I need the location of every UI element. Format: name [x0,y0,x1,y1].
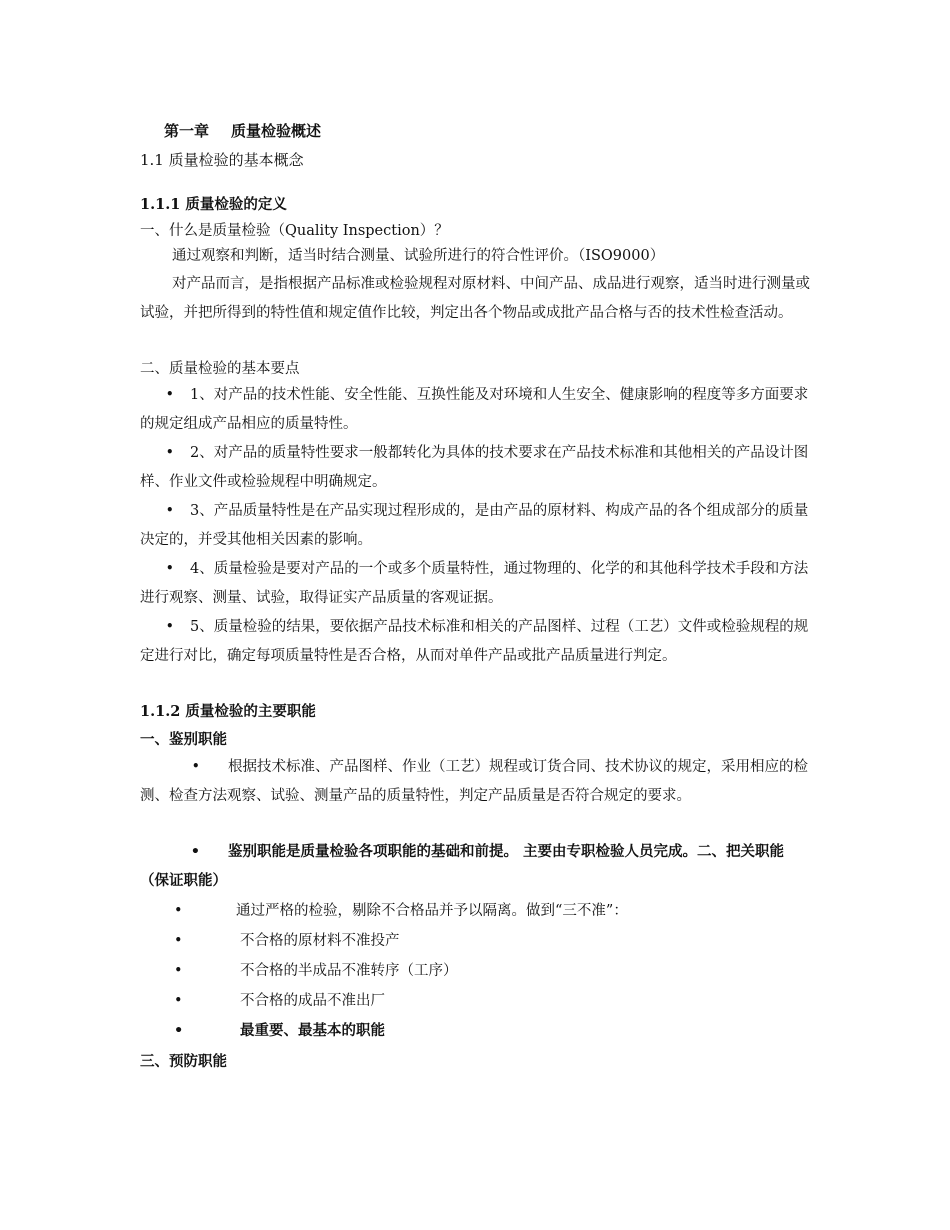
function-heading-identify: 一、鉴别职能 [140,732,227,748]
key-point-3 [140,497,810,554]
gatekeeping-text: 不合格的半成品不准转序（工序） [240,963,458,979]
gatekeeping-text: 不合格的成品不准出厂 [240,993,385,1009]
product-definition-paragraph: 对产品而言，是指根据产品标准或检验规程对原材料、中间产品、成品进行观察，适当时进行测量或试验，并把所得到的特性值和规定值作比较，判定出各个物品或成批产品合格与否的技术性检查活动。 [140,276,810,321]
subsection-heading-1: 1.1.1 质量检验的定义 [140,196,287,213]
gatekeeping-item-4 [174,989,385,1010]
identify-description [140,753,810,810]
key-point-text: 5、质量检验的结果，要依据产品技术标准和相关的产品图样、过程（工艺）文件或检验规程的规定进行对比，确定每项质量特性是否合格，从而对单件产品或批产品质量进行判定。 [140,619,809,664]
gatekeeping-item-1 [174,899,628,920]
bullet: • [191,759,200,775]
bullet: • [165,561,174,577]
bullet: • [165,445,174,461]
chapter-heading [164,120,321,141]
bullet: • [174,993,183,1009]
section-heading: 1.1 质量检验的基本概念 [140,151,304,169]
identify-text: 根据技术标准、产品图样、作业（工艺）规程或订货合同、技术协议的规定，采用相应的检测、检查方法观察、试验、测量产品的质量特性，判定产品质量是否符合规定的要求。 [140,759,808,804]
gatekeeping-item-3 [174,959,458,980]
bullet: • [190,844,200,860]
chapter-title: 质量检验概述 [231,122,322,140]
gatekeeping-text: 不合格的原材料不准投产 [240,933,400,949]
function-heading-prevent: 三、预防职能 [140,1054,227,1070]
bullet: • [165,503,174,519]
key-point-text: 4、质量检验是要对产品的一个或多个质量特性，通过物理的、化学的和其他科学技术手段和方法进行观察、测量、试验，取得证实产品质量的客观证据。 [140,561,809,606]
key-point-4 [140,555,810,612]
gatekeeping-item-2 [174,929,400,950]
identify-summary [140,838,810,895]
key-point-5 [140,613,810,670]
gatekeeping-text: 通过严格的检验，剔除不合格品并予以隔离。做到“三不准”： [236,903,628,919]
bullet: • [174,933,183,949]
bullet: • [165,619,174,635]
bullet: • [174,963,183,979]
key-point-text: 2、对产品的质量特性要求一般都转化为具体的技术要求在产品技术标准和其他相关的产品设计图样、作业文件或检验规程中明确规定。 [140,445,809,490]
key-point-2 [140,439,810,496]
bullet: • [174,1023,184,1039]
bullet: • [165,387,174,403]
subsection-heading-2: 1.1.2 质量检验的主要职能 [140,703,316,720]
key-points-heading: 二、质量检验的基本要点 [140,361,300,377]
key-point-text: 1、对产品的技术性能、安全性能、互换性能及对环境和人生安全、健康影响的程度等多方面要求的规定组成产品相应的质量特性。 [140,387,809,432]
bullet: • [174,903,183,919]
gatekeeping-item-5 [174,1019,385,1040]
chapter-label: 第一章 [164,122,210,140]
key-point-1 [140,381,810,438]
identify-summary-text: 鉴别职能是质量检验各项职能的基础和前提。 主要由专职检验人员完成。二、把关职能（保证职能） [140,844,785,889]
question-heading: 一、什么是质量检验（Quality Inspection）？ [140,223,449,239]
gatekeeping-text: 最重要、最基本的职能 [240,1023,385,1039]
definition-paragraph: 通过观察和判断，适当时结合测量、试验所进行的符合性评价。（ISO9000） [172,248,665,264]
key-point-text: 3、产品质量特性是在产品实现过程形成的，是由产品的原材料、构成产品的各个组成部分的质量决定的，并受其他相关因素的影响。 [140,503,809,548]
